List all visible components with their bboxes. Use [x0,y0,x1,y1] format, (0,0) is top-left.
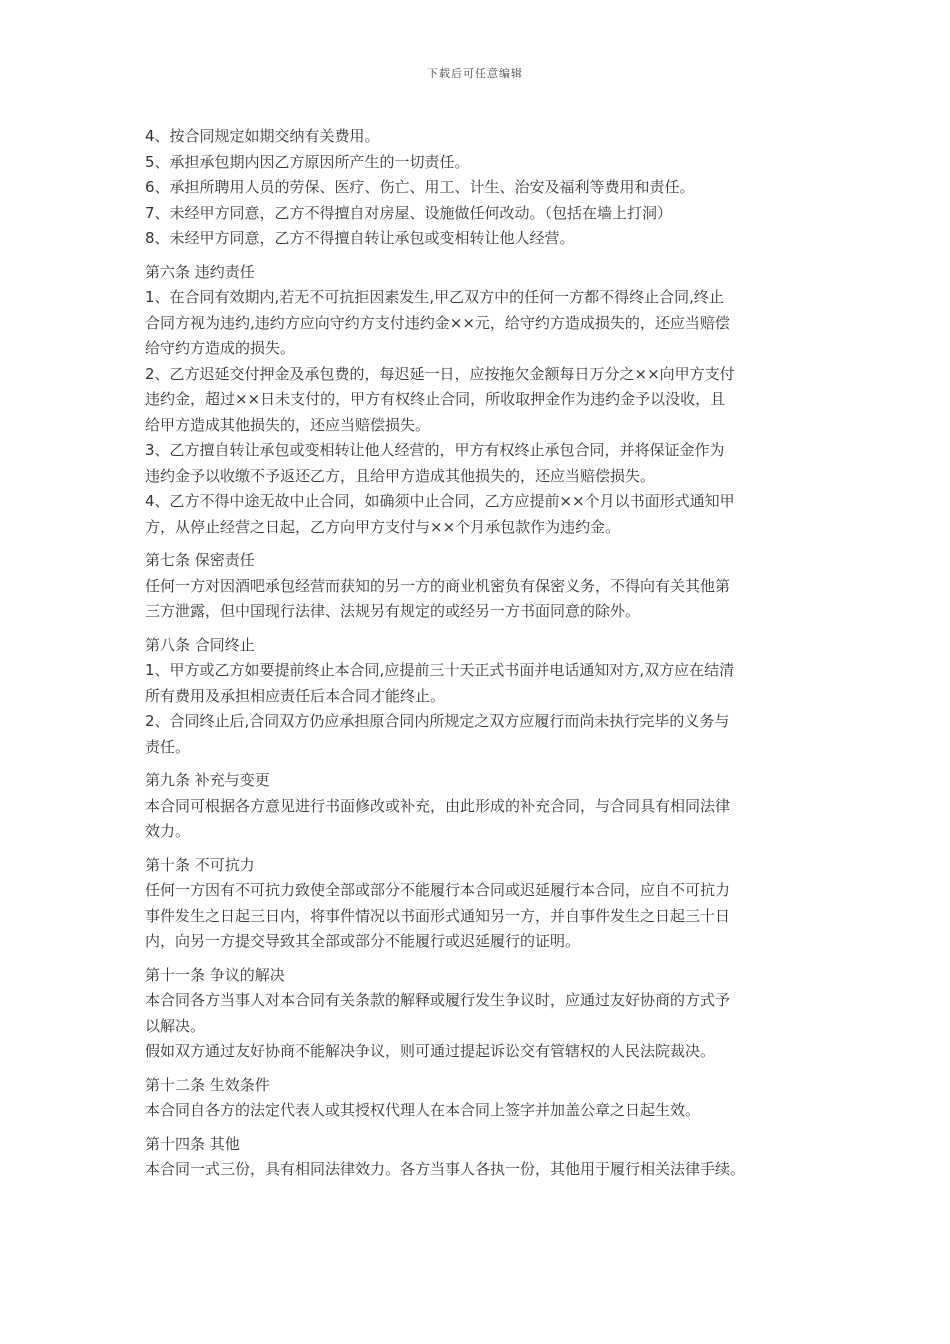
text-line: 4、按合同规定如期交纳有关费用。 [145,127,380,145]
section-termination [145,633,820,761]
page-header: 下载后可任意编辑 [427,67,523,80]
section-breach-liability [145,260,820,541]
text-line: 效力。 [145,822,191,840]
section-amendments [145,768,820,845]
text-line: 事件发生之日起三日内，将事件情况以书面形式通知另一方，并自事件发生之日起三十日 [145,906,731,925]
text-line: 任何一方因有不可抗力致使全部或部分不能履行本合同或迟延履行本合同，应自不可抗力 [145,881,731,899]
text-line: 本合同各方当事人对本合同有关条款的解释或履行发生争议时，应通过友好协商的方式予 [145,991,731,1009]
text-line: 3、乙方擅自转让承包或变相转让他人经营的，甲方有权终止承包合同，并将保证金作为 [145,441,725,459]
text-line: 5、承担承包期内因乙方原因所产生的一切责任。 [145,152,470,171]
text-line: 责任。 [145,737,191,756]
text-line: 合同方视为违约,违约方应向守约方支付违约金××元，给守约方造成损失的，还应当赔偿 [145,313,730,332]
text-line: 给甲方造成其他损失的，还应当赔偿损失。 [145,415,431,434]
text-line: 8、未经甲方同意，乙方不得擅自转让承包或变相转让他人经营。 [145,229,575,247]
text-line: 本合同可根据各方意见进行书面修改或补充，由此形成的补充合同，与合同具有相同法律 [145,796,731,815]
section-heading: 第七条 保密责任 [145,551,255,569]
text-line: 2、合同终止后,合同双方仍应承担原合同内所规定之双方应履行而尚未执行完毕的义务与 [145,712,730,730]
section-confidentiality [145,548,820,625]
section-heading: 第六条 违约责任 [145,262,255,281]
text-line: 给守约方造成的损失。 [145,339,296,357]
section-dispute-resolution [145,963,820,1065]
section-heading: 第十一条 争议的解决 [145,965,285,984]
text-line: 1、甲方或乙方如要提前终止本合同,应提前三十天正式书面并电话通知对方,双方应在结清 [145,661,735,679]
document-body [145,124,820,1183]
section-obligations-continued [145,124,820,252]
section-force-majeure [145,853,820,955]
text-line: 1、在合同有效期内,若无不可抗拒因素发生,甲乙双方中的任何一方都不得终止合同,终止 [145,288,724,306]
section-heading: 第九条 补充与变更 [145,771,270,789]
text-line: 7、未经甲方同意，乙方不得擅自对房屋、设施做任何改动。（包括在墙上打洞） [145,203,673,222]
section-heading: 第十二条 生效条件 [145,1075,270,1094]
section-other [145,1132,820,1183]
text-line: 违约金予以收缴不予返还乙方，且给甲方造成其他损失的，还应当赔偿损失。 [145,466,656,485]
section-heading: 第十条 不可抗力 [145,855,255,874]
text-line: 三方泄露，但中国现行法律、法规另有规定的或经另一方书面同意的除外。 [145,602,641,620]
text-line: 4、乙方不得中途无故中止合同，如确须中止合同，乙方应提前××个月以书面形式通知甲 [145,492,735,510]
section-heading: 第八条 合同终止 [145,635,255,654]
text-line: 本合同自各方的法定代表人或其授权代理人在本合同上签字并加盖公章之日起生效。 [145,1101,701,1119]
text-line: 内，向另一方提交导致其全部或部分不能履行或迟延履行的证明。 [145,932,581,950]
text-line: 6、承担所聘用人员的劳保、医疗、伤亡、用工、计生、治安及福利等费用和责任。 [145,178,695,196]
section-effective-conditions [145,1073,820,1124]
text-line: 所有费用及承担相应责任后本合同才能终止。 [145,686,446,705]
text-line: 2、乙方迟延交付押金及承包费的，每迟延一日，应按拖欠金额每日万分之××向甲方支付 [145,364,735,383]
text-line: 假如双方通过友好协商不能解决争议，则可通过提起诉讼交有管辖权的人民法院裁决。 [145,1042,716,1060]
section-heading: 第十四条 其他 [145,1134,240,1153]
text-line: 以解决。 [145,1016,206,1035]
text-line: 任何一方对因酒吧承包经营而获知的另一方的商业机密负有保密义务，不得向有关其他第 [145,576,731,595]
text-line: 本合同一式三份，具有相同法律效力。各方当事人各执一份，其他用于履行相关法律手续。 [145,1160,746,1178]
text-line: 方，从停止经营之日起，乙方向甲方支付与××个月承包款作为违约金。 [145,517,621,536]
text-line: 违约金，超过××日未支付的，甲方有权终止合同，所收取押金作为违约金予以没收，且 [145,390,726,408]
